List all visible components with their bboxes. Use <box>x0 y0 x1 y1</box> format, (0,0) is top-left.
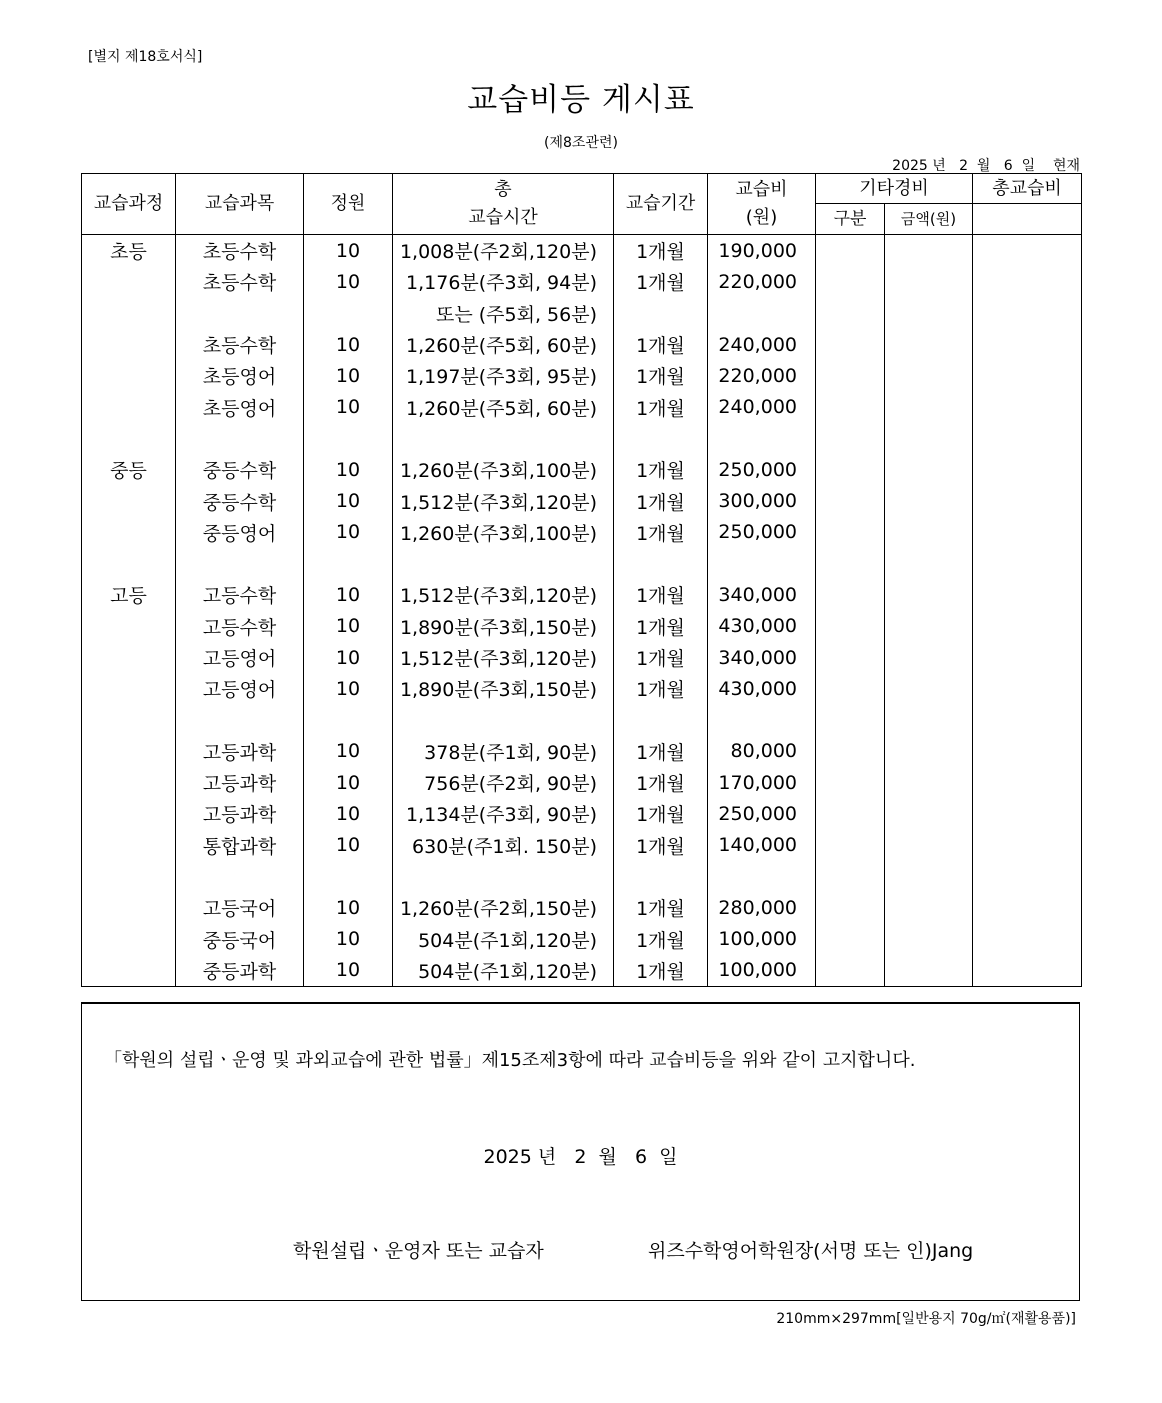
cell-course <box>82 861 176 892</box>
cell-time: 378분(주1회, 90분) <box>393 736 614 767</box>
cell-subject: 중등과학 <box>176 955 304 987</box>
cell-time: 1,260분(주5회, 60분) <box>393 329 614 360</box>
cell-course <box>82 391 176 422</box>
cell-amount <box>885 548 973 579</box>
cell-amount <box>885 798 973 829</box>
table-row <box>82 767 1082 798</box>
cell-subject: 고등수학 <box>176 611 304 642</box>
cell-total-fee <box>973 485 1082 516</box>
table-row <box>82 235 1082 267</box>
cell-subject: 고등과학 <box>176 798 304 829</box>
cell-amount <box>885 235 973 267</box>
cell-subject <box>176 548 304 579</box>
cell-subject: 고등영어 <box>176 642 304 673</box>
cell-period: 1개월 <box>614 830 708 861</box>
cell-subject <box>176 861 304 892</box>
as-of-date: 2025 년 2 월 6 일 현재 <box>892 158 1080 174</box>
header-total-fee: 총교습비 <box>973 174 1082 204</box>
header-total-time <box>393 174 614 235</box>
cell-total-fee <box>973 830 1082 861</box>
cell-category <box>816 736 885 767</box>
cell-amount <box>885 391 973 422</box>
cell-subject: 고등과학 <box>176 767 304 798</box>
cell-fee: 250,000 <box>708 517 816 548</box>
header-fee <box>708 174 816 235</box>
cell-period: 1개월 <box>614 360 708 391</box>
cell-amount <box>885 266 973 297</box>
cell-fee: 220,000 <box>708 360 816 391</box>
cell-capacity: 10 <box>304 611 393 642</box>
cell-category <box>816 798 885 829</box>
cell-course <box>82 298 176 329</box>
cell-capacity: 10 <box>304 892 393 923</box>
cell-fee: 140,000 <box>708 830 816 861</box>
cell-fee: 100,000 <box>708 924 816 955</box>
cell-time: 1,260분(주3회,100분) <box>393 517 614 548</box>
cell-course <box>82 485 176 516</box>
cell-capacity <box>304 423 393 454</box>
cell-amount <box>885 861 973 892</box>
cell-total-fee <box>973 329 1082 360</box>
signer-role: 학원설립ㆍ운영자 또는 교습자 <box>293 1240 544 1262</box>
cell-capacity: 10 <box>304 266 393 297</box>
cell-category <box>816 955 885 987</box>
cell-capacity: 10 <box>304 798 393 829</box>
table-row <box>82 611 1082 642</box>
cell-amount <box>885 485 973 516</box>
cell-time: 1,197분(주3회, 95분) <box>393 360 614 391</box>
table-row <box>82 642 1082 673</box>
cell-category <box>816 767 885 798</box>
cell-subject <box>176 298 304 329</box>
cell-capacity: 10 <box>304 955 393 987</box>
cell-category <box>816 892 885 923</box>
cell-period: 1개월 <box>614 924 708 955</box>
cell-category <box>816 642 885 673</box>
cell-amount <box>885 360 973 391</box>
cell-time: 504분(주1회,120분) <box>393 955 614 987</box>
form-number: [별지 제18호서식] <box>88 49 203 65</box>
header-capacity: 정원 <box>304 174 393 235</box>
header-total-fee-blank <box>973 204 1082 235</box>
notice-text: 「학원의 설립ㆍ운영 및 과외교습에 관한 법률」제15조제3항에 따라 교습비등을 위와 같이 고지합니다. <box>104 1050 916 1071</box>
cell-capacity: 10 <box>304 642 393 673</box>
cell-amount <box>885 955 973 987</box>
cell-fee <box>708 704 816 735</box>
cell-subject: 중등국어 <box>176 924 304 955</box>
cell-course <box>82 360 176 391</box>
cell-time: 1,890분(주3회,150분) <box>393 673 614 704</box>
cell-time: 1,260분(주5회, 60분) <box>393 391 614 422</box>
table-header-row <box>82 174 1082 204</box>
cell-course <box>82 924 176 955</box>
cell-subject: 고등수학 <box>176 579 304 610</box>
header-total-time-line2: 교습시간 <box>468 207 538 228</box>
cell-capacity <box>304 548 393 579</box>
cell-period: 1개월 <box>614 798 708 829</box>
cell-fee: 100,000 <box>708 955 816 987</box>
cell-category <box>816 517 885 548</box>
cell-total-fee <box>973 298 1082 329</box>
cell-capacity: 10 <box>304 454 393 485</box>
cell-course <box>82 830 176 861</box>
cell-total-fee <box>973 736 1082 767</box>
cell-category <box>816 579 885 610</box>
header-fee-line2: (원) <box>745 207 778 228</box>
cell-course <box>82 517 176 548</box>
cell-fee: 240,000 <box>708 391 816 422</box>
cell-course <box>82 892 176 923</box>
cell-time: 1,260분(주2회,150분) <box>393 892 614 923</box>
cell-category <box>816 454 885 485</box>
cell-time <box>393 548 614 579</box>
cell-total-fee <box>973 798 1082 829</box>
cell-capacity: 10 <box>304 767 393 798</box>
cell-fee <box>708 548 816 579</box>
cell-category <box>816 298 885 329</box>
cell-subject: 초등영어 <box>176 360 304 391</box>
cell-period: 1개월 <box>614 892 708 923</box>
cell-category <box>816 266 885 297</box>
cell-course <box>82 642 176 673</box>
cell-fee <box>708 423 816 454</box>
table-row <box>82 892 1082 923</box>
header-amount: 금액(원) <box>885 204 973 235</box>
cell-category <box>816 235 885 267</box>
notice-box <box>81 1002 1080 1301</box>
cell-course <box>82 423 176 454</box>
cell-time: 1,512분(주3회,120분) <box>393 642 614 673</box>
cell-course <box>82 611 176 642</box>
cell-category <box>816 704 885 735</box>
cell-course <box>82 955 176 987</box>
cell-total-fee <box>973 955 1082 987</box>
cell-category <box>816 924 885 955</box>
cell-fee: 430,000 <box>708 611 816 642</box>
cell-period: 1개월 <box>614 235 708 267</box>
table-row <box>82 830 1082 861</box>
table-row <box>82 266 1082 297</box>
cell-category <box>816 830 885 861</box>
cell-fee: 300,000 <box>708 485 816 516</box>
cell-category <box>816 360 885 391</box>
fee-table <box>81 173 1082 987</box>
cell-subject: 통합과학 <box>176 830 304 861</box>
table-row <box>82 704 1082 735</box>
cell-amount <box>885 454 973 485</box>
cell-capacity: 10 <box>304 924 393 955</box>
cell-amount <box>885 298 973 329</box>
cell-amount <box>885 611 973 642</box>
cell-subject: 초등수학 <box>176 329 304 360</box>
cell-total-fee <box>973 767 1082 798</box>
cell-capacity: 10 <box>304 673 393 704</box>
table-row <box>82 391 1082 422</box>
cell-category <box>816 861 885 892</box>
cell-total-fee <box>973 235 1082 267</box>
cell-course <box>82 266 176 297</box>
cell-total-fee <box>973 579 1082 610</box>
cell-category <box>816 423 885 454</box>
cell-time: 또는 (주5회, 56분) <box>393 298 614 329</box>
cell-fee: 280,000 <box>708 892 816 923</box>
cell-category <box>816 485 885 516</box>
table-row <box>82 298 1082 329</box>
cell-amount <box>885 704 973 735</box>
header-fee-line1: 교습비 <box>735 179 788 201</box>
cell-category <box>816 329 885 360</box>
cell-time: 1,260분(주3회,100분) <box>393 454 614 485</box>
cell-total-fee <box>973 360 1082 391</box>
cell-amount <box>885 892 973 923</box>
cell-period: 1개월 <box>614 454 708 485</box>
cell-course <box>82 673 176 704</box>
cell-category <box>816 548 885 579</box>
cell-capacity: 10 <box>304 235 393 267</box>
cell-fee: 190,000 <box>708 235 816 267</box>
cell-amount <box>885 830 973 861</box>
cell-amount <box>885 673 973 704</box>
cell-capacity: 10 <box>304 391 393 422</box>
table-row <box>82 548 1082 579</box>
cell-subject: 중등수학 <box>176 485 304 516</box>
cell-total-fee <box>973 391 1082 422</box>
header-other-expense: 기타경비 <box>816 174 973 204</box>
cell-subject: 중등영어 <box>176 517 304 548</box>
cell-total-fee <box>973 266 1082 297</box>
cell-time: 1,008분(주2회,120분) <box>393 235 614 267</box>
cell-time <box>393 704 614 735</box>
cell-course <box>82 704 176 735</box>
cell-amount <box>885 579 973 610</box>
table-row <box>82 955 1082 987</box>
cell-period: 1개월 <box>614 329 708 360</box>
notice-date: 2025 년 2 월 6 일 <box>483 1146 678 1168</box>
cell-course <box>82 329 176 360</box>
cell-fee: 240,000 <box>708 329 816 360</box>
cell-amount <box>885 423 973 454</box>
cell-total-fee <box>973 548 1082 579</box>
cell-fee: 430,000 <box>708 673 816 704</box>
cell-period: 1개월 <box>614 391 708 422</box>
cell-period <box>614 861 708 892</box>
table-row <box>82 673 1082 704</box>
cell-fee: 250,000 <box>708 454 816 485</box>
cell-period: 1개월 <box>614 767 708 798</box>
cell-capacity: 10 <box>304 736 393 767</box>
cell-category <box>816 611 885 642</box>
cell-category <box>816 391 885 422</box>
table-row <box>82 360 1082 391</box>
cell-course: 초등 <box>82 235 176 267</box>
cell-course: 고등 <box>82 579 176 610</box>
cell-total-fee <box>973 611 1082 642</box>
cell-fee: 340,000 <box>708 579 816 610</box>
cell-subject: 초등수학 <box>176 235 304 267</box>
cell-amount <box>885 517 973 548</box>
cell-total-fee <box>973 454 1082 485</box>
cell-amount <box>885 329 973 360</box>
cell-course <box>82 798 176 829</box>
cell-capacity: 10 <box>304 360 393 391</box>
cell-period: 1개월 <box>614 579 708 610</box>
header-course: 교습과정 <box>82 174 176 235</box>
table-row <box>82 454 1082 485</box>
cell-capacity <box>304 861 393 892</box>
cell-fee: 220,000 <box>708 266 816 297</box>
cell-capacity: 10 <box>304 485 393 516</box>
cell-fee <box>708 298 816 329</box>
header-subject: 교습과목 <box>176 174 304 235</box>
cell-capacity <box>304 298 393 329</box>
header-category: 구분 <box>816 204 885 235</box>
cell-capacity: 10 <box>304 329 393 360</box>
page-subtitle: (제8조관련) <box>544 135 618 151</box>
cell-time <box>393 423 614 454</box>
cell-period: 1개월 <box>614 736 708 767</box>
cell-course: 중등 <box>82 454 176 485</box>
cell-period: 1개월 <box>614 485 708 516</box>
cell-time: 1,890분(주3회,150분) <box>393 611 614 642</box>
cell-total-fee <box>973 924 1082 955</box>
cell-time: 1,176분(주3회, 94분) <box>393 266 614 297</box>
cell-time <box>393 861 614 892</box>
cell-total-fee <box>973 673 1082 704</box>
cell-period: 1개월 <box>614 266 708 297</box>
cell-time: 1,512분(주3회,120분) <box>393 485 614 516</box>
cell-subject: 초등영어 <box>176 391 304 422</box>
cell-category <box>816 673 885 704</box>
table-body <box>82 235 1082 987</box>
cell-subject: 고등국어 <box>176 892 304 923</box>
cell-capacity: 10 <box>304 579 393 610</box>
cell-period <box>614 298 708 329</box>
cell-period: 1개월 <box>614 611 708 642</box>
table-row <box>82 517 1082 548</box>
cell-subject: 고등과학 <box>176 736 304 767</box>
table-row <box>82 861 1082 892</box>
cell-total-fee <box>973 517 1082 548</box>
page-title: 교습비등 게시표 <box>467 82 695 118</box>
cell-time: 504분(주1회,120분) <box>393 924 614 955</box>
cell-subject: 중등수학 <box>176 454 304 485</box>
cell-subject: 초등수학 <box>176 266 304 297</box>
header-total-time-line1: 총 <box>494 179 512 201</box>
cell-total-fee <box>973 642 1082 673</box>
cell-fee: 250,000 <box>708 798 816 829</box>
cell-total-fee <box>973 423 1082 454</box>
cell-fee: 80,000 <box>708 736 816 767</box>
cell-time: 630분(주1회. 150분) <box>393 830 614 861</box>
table-row <box>82 924 1082 955</box>
cell-total-fee <box>973 892 1082 923</box>
header-period: 교습기간 <box>614 174 708 235</box>
cell-period <box>614 548 708 579</box>
cell-time: 1,134분(주3회, 90분) <box>393 798 614 829</box>
cell-subject <box>176 423 304 454</box>
cell-fee <box>708 861 816 892</box>
cell-subject: 고등영어 <box>176 673 304 704</box>
cell-time: 1,512분(주3회,120분) <box>393 579 614 610</box>
table-row <box>82 798 1082 829</box>
cell-subject <box>176 704 304 735</box>
cell-course <box>82 767 176 798</box>
table-row <box>82 423 1082 454</box>
signer-name: 위즈수학영어학원장(서명 또는 인)Jang <box>648 1240 974 1262</box>
cell-time: 756분(주2회, 90분) <box>393 767 614 798</box>
cell-total-fee <box>973 861 1082 892</box>
cell-period: 1개월 <box>614 955 708 987</box>
cell-amount <box>885 736 973 767</box>
cell-capacity: 10 <box>304 830 393 861</box>
cell-amount <box>885 642 973 673</box>
cell-amount <box>885 767 973 798</box>
cell-period: 1개월 <box>614 517 708 548</box>
table-row <box>82 329 1082 360</box>
cell-fee: 340,000 <box>708 642 816 673</box>
cell-period <box>614 704 708 735</box>
cell-course <box>82 736 176 767</box>
cell-total-fee <box>973 704 1082 735</box>
cell-fee: 170,000 <box>708 767 816 798</box>
paper-spec: 210mm×297mm[일반용지 70g/㎡(재활용품)] <box>776 1311 1076 1327</box>
cell-amount <box>885 924 973 955</box>
cell-period: 1개월 <box>614 642 708 673</box>
table-row <box>82 736 1082 767</box>
cell-course <box>82 548 176 579</box>
cell-period: 1개월 <box>614 673 708 704</box>
cell-period <box>614 423 708 454</box>
cell-capacity: 10 <box>304 517 393 548</box>
table-row <box>82 485 1082 516</box>
table-row <box>82 579 1082 610</box>
cell-capacity <box>304 704 393 735</box>
